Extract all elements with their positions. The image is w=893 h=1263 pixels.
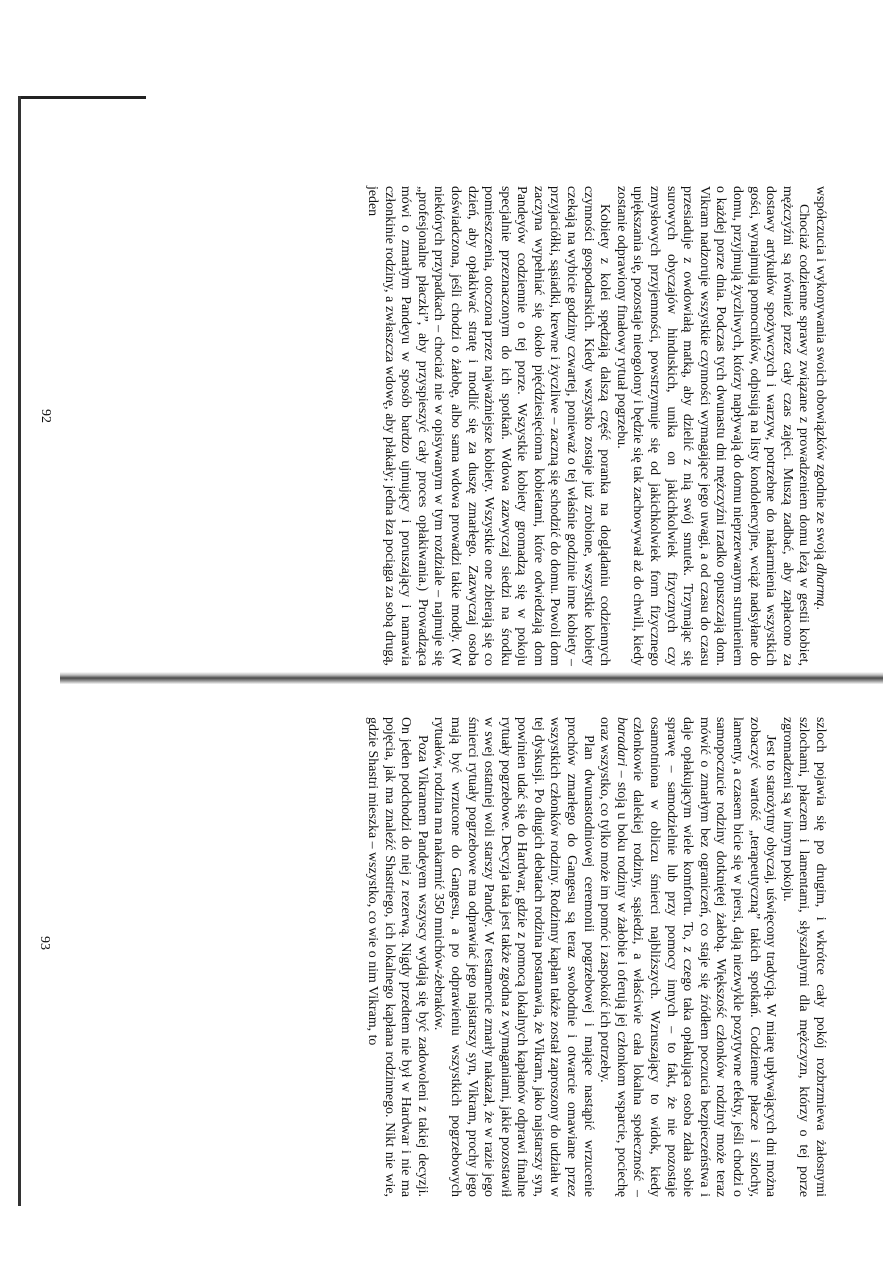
page-number: 93 [37, 936, 52, 950]
baradari-term: baradari [613, 717, 629, 767]
scan-edge-top [18, 96, 146, 99]
paragraph: współczucia i wykonywania swoich obowiązków zgodnie ze swoją dharmą. [813, 186, 828, 610]
paragraph: Chociaż codzienne sprawy związane z prowadzeniem domu leżą w gestii kobiet, mężczyźni są również przez cały czas zajęci. Muszą zadbać, aby zapłacono za dostawy artykułów spożywczych i warzyw, potrzebne do nakarmienia wszystkich gości, wynajmują pomocników, odpisują na listy kondolencyjne, wciąż nadsyłane do domu, przyjmują życzliwych, którzy napływają do domu nieprzerwanym strumieniem o każdej porze dnia. Podczas tych dwunastu dni mężczyźni rzadko opuszczają dom. Vikram nadzoruje wszystkie czynności wymagające jego uwagi, a od czasu do czasu przesiaduje z owdowiałą matką, aby dzielić z nią swój smutek. Trzymając się surowych obyczajów hinduskich, unika on jakichkolwiek fizycznych czy zmysłowych przyjemności, powstrzymuje się od jakichkolwiek form fizycznego upiększania się, pozostaje nieogolony i będzie się tak zachowywał aż do chwili, kiedy zostanie odprawiony finałowy rytuał pogrzebu. [613, 186, 812, 666]
page-92-body [363, 186, 828, 666]
paragraph: Jest to starożytny obyczaj, uświęcony tradycją. W miarę upływających dni można zobaczyć wartość „terapeutyczną” takich spotkań. Codzienne płacze i szlochy, lamenty, a czasem bicie się w piersi, dają niezwykle pozytywne efekty, jeśli chodzi o samopoczucie rodziny dotkniętej żałobą. Większość członków rodziny może teraz mówić o zmarłym bez ograniczeń, co staje się źródłem poczucia bezpieczeństwa i daje opłakującym wiele komfortu. To, z czego taka opłakująca osoba zdała sobie sprawę – samodzielnie lub przy pomocy innych – to fakt, że nie pozostaje osamotniona w obliczu śmierci najbliższych. Wzruszający to widok, kiedy członkowie dalekiej rodziny, sąsiedzi, a właściwie cała lokalna społeczność – baradari – stoją u boku rodziny w żałobie i oferują jej członkom wsparcie, pociechę oraz wszystko, co tylko może im pomóc i zaspokoić ich potrzeby. [597, 717, 779, 1197]
page-93-body [363, 717, 828, 1197]
book-spine-shadow [60, 672, 883, 684]
paragraph: Kobiety z kolei spędzają dalszą część poranka na doglądaniu codziennych czynności gospodarskich. Kiedy wszystko zostaje już zrobione, wszystkie kobiety czekają na wybicie godziny czwartej, ponieważ o tej właśnie godzinie inne kobiety – przyjaciółki, sąsiadki, krewne i życzliwe – zaczną się schodzić do domu. Powoli dom zaczyna wypełniać się około pięćdziesięcioma kobietami, które odwiedzają dom Pandeyów codziennie o tej porze. Wszystkie kobiety gromadzą się w pokoju specjalnie przeznaczonym do ich spotkań. Wdowa zazwyczaj siedzi na środku pomieszczenia, otoczona przez najważniejsze kobiety. Wszystkie one zbierają się co dzień, aby opłakiwać stratę i modlić się za duszę zmarłego. Zazwyczaj osoba doświadczona, jeśli chodzi o żałobę, albo sama wdowa prowadzi takie modły. (W niektórych przypadkach – chociaż nie w opisywanym w tym rozdziale – najmuje się „profesjonalne płaczki”, aby przyspieszyć cały proces opłakiwania.) Prowadząca mówi o zmarłym Pandeyu w sposób bardzo ujmujący i poruszający i namawia członkinie rodziny, a zwłaszcza wdowę, aby płakały; jedna łza pociąga za sobą drugą, jeden [364, 186, 613, 666]
paragraph: szloch pojawia się po drugim, i wkrótce cały pokój rozbrzmiewa żałosnymi szlochami, płaczem i lamentami, słyszalnymi dla mężczyzn, którzy o tej porze zgromadzeni są w innym pokoju. [779, 717, 828, 1197]
page-number: 92 [38, 409, 53, 423]
page-93 [37, 717, 828, 1197]
scan-edge-left [18, 96, 21, 1206]
page-92 [38, 186, 828, 666]
paragraph: Poza Vikramem Pandeyem wszyscy wydają się być zadowoleni z takiej decyzji. On jeden podchodzi do niej z rezerwą. Nigdy przedtem nie był w Hardwar i nie ma pojęcia, jak ma znaleźć Shastriego, ich lokalnego kapłana rodzinnego. Nikt nie wie, gdzie Shastri mieszka – wszystko, co wie o nim Vikram, to [364, 717, 430, 1197]
dharma-term: dharmą [813, 563, 828, 607]
paragraph: Plan dwunastodniowej ceremonii pogrzebowej i mające nastąpić wrzucenie prochów zmarłego do Gangesu są teraz swobodnie i otwarcie omawiane przez wszystkich członków rodziny. Rodzinny kapłan także został zaproszony do udziału w tej dyskusji. Po długich debatach rodzina postanawia, że Vikram, jako najstarszy syn, powinien udać się do Hardwar, gdzie z pomocą lokalnych kapłanów odprawi finalne rytuały pogrzebowe. Decyzja taka jest także zgodna z wymaganiami, jakie pozostawił w swej ostatniej woli starszy Pandey. W testamencie zmarły nakazał, że w razie jego śmierci rytuały pogrzebowe ma odprawiać jego najstarszy syn, Vikram, prochy jego mają być wrzucone do Gangesu, a po odprawieniu wszystkich pogrzebowych rytuałów, rodzina ma nakarmić 350 mnichów-żebraków. [431, 717, 596, 1197]
